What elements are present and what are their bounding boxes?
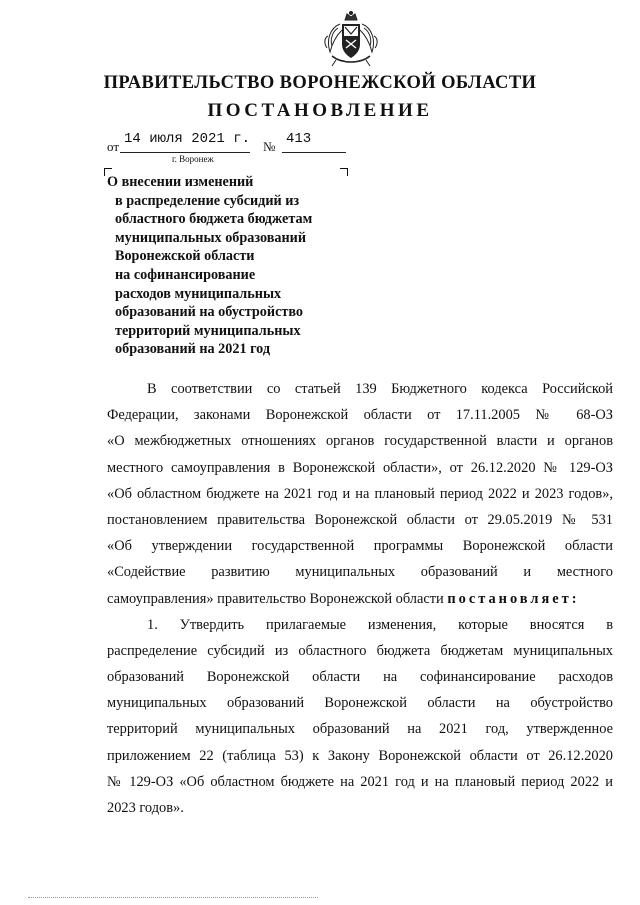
subject-line: территорий муниципальных bbox=[115, 322, 301, 339]
preamble-line: «Об утверждении государственной программы Воронежской области bbox=[107, 538, 613, 555]
date-prefix: от bbox=[107, 139, 120, 154]
item-line: распределение субсидий из областного бюджета бюджетам муниципальных bbox=[107, 642, 613, 659]
subject-line: Воронежской области bbox=[115, 248, 255, 265]
item-line: 1. Утвердить прилагаемые изменения, которые вносятся в bbox=[147, 616, 613, 633]
preamble-line: Федерации, законами Воронежской области от 17.11.2005 № 68-ОЗ bbox=[107, 407, 613, 424]
preamble-last-text: самоуправления» правительство Воронежской области bbox=[107, 590, 444, 607]
coat-of-arms-emblem bbox=[318, 10, 384, 68]
preamble-final-line bbox=[107, 586, 613, 612]
city-label: г. Воронеж bbox=[172, 154, 214, 164]
item-line: образований Воронежской области на софинансирование расходов bbox=[107, 669, 613, 686]
preamble-line: местного самоуправления в Воронежской области», от 26.12.2020 № 129-ОЗ bbox=[107, 459, 613, 476]
preamble-line: В соответствии со статьей 139 Бюджетного кодекса Российской bbox=[147, 381, 613, 397]
subject-line: областного бюджета бюджетам bbox=[115, 211, 313, 228]
item-line: муниципальных образований Воронежской области на обустройство bbox=[107, 695, 613, 712]
preamble-line: постановлением правительства Воронежской области от 29.05.2019 № 531 bbox=[107, 511, 613, 528]
date-underline bbox=[120, 152, 250, 153]
item-line: 2023 годов». bbox=[107, 800, 184, 816]
resolves-keyword: постановляет: bbox=[447, 590, 580, 607]
number-prefix: № bbox=[263, 139, 276, 154]
document-subject bbox=[107, 173, 367, 359]
document-date: 14 июля 2021 г. bbox=[124, 131, 251, 147]
organization-title: ПРАВИТЕЛЬСТВО ВОРОНЕЖСКОЙ ОБЛАСТИ bbox=[103, 73, 537, 93]
preamble-line: «Содействие развитию муниципальных образований и местного bbox=[107, 564, 613, 581]
subject-line: образований на обустройство bbox=[115, 304, 303, 321]
preamble-line: «Об областном бюджете на 2021 год и на плановый период 2022 и 2023 годов», bbox=[107, 485, 613, 502]
subject-line: образований на 2021 год bbox=[115, 341, 271, 358]
subject-line: на софинансирование bbox=[115, 266, 256, 283]
document-body bbox=[107, 376, 613, 821]
document-type-title: ПОСТАНОВЛЕНИЕ bbox=[207, 100, 433, 121]
subject-line: в распределение субсидий из bbox=[115, 192, 300, 209]
subject-line: О внесении изменений bbox=[107, 174, 254, 190]
subject-line: муниципальных образований bbox=[115, 229, 307, 246]
preamble-line: «О межбюджетных отношениях органов государственной власти и органов bbox=[107, 433, 613, 450]
item-line: территорий муниципальных образований на 2021 год, утвержденное bbox=[107, 721, 613, 738]
item-line: № 129-ОЗ «Об областном бюджете на 2021 год и на плановый период 2022 и bbox=[107, 773, 613, 790]
item-line: приложением 22 (таблица 53) к Закону Воронежской области от 26.12.2020 bbox=[107, 747, 613, 764]
subject-line: расходов муниципальных bbox=[115, 285, 282, 302]
document-number: 413 bbox=[286, 131, 312, 147]
footer-divider bbox=[28, 897, 318, 898]
number-underline bbox=[282, 152, 346, 153]
